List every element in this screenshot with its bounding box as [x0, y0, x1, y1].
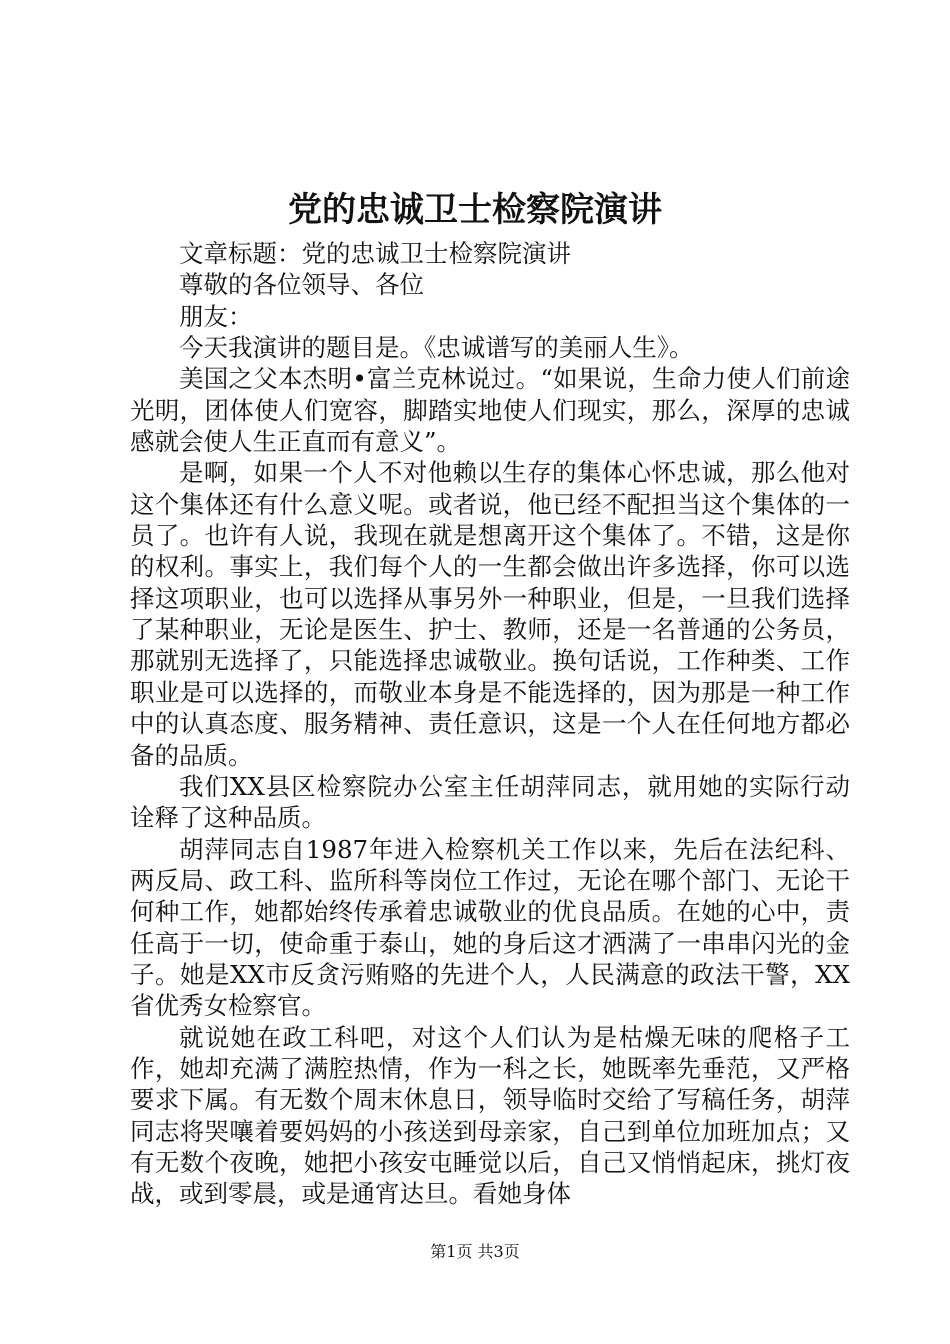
paragraph-political-work: 就说她在政工科吧，对这个人们认为是枯燥无味的爬格子工作，她却充满了满腔热情，作为一科之长，她既率先垂范，又严格要求下属。有无数个周末休息日，领导临时交给了写稿任务，胡萍同志将哭嚷着要妈妈的小孩送到母亲家，自己到单位加班加点；又有无数个夜晚，她把小孩安屯睡觉以后，自己又悄悄起床，挑灯夜战，或到零晨，或是通宵达旦。看她身体 — [130, 1022, 850, 1209]
page-footer: 第1页 共3页 — [430, 1242, 520, 1261]
paragraph-topic: 今天我演讲的题目是。《忠诚谱写的美丽人生》。 — [179, 333, 694, 363]
document-body — [130, 238, 850, 1210]
paragraph-career: 胡萍同志自1987年进入检察机关工作以来，先后在法纪科、两反局、政工科、监所科等岗位工作过，无论在哪个部门、无论干何种工作，她都始终传承着忠诚敬业的优良品质。在她的心中，责任高于一切，使命重于泰山，她的身后这才洒满了一串串闪光的金子。她是XX市反贪污贿赂的先进个人，人民满意的政法干警，XX省优秀女检察官。 — [130, 834, 850, 1021]
document-title: 党的忠诚卫士检察院演讲 — [288, 190, 662, 230]
paragraph-salutation-cont: 朋友： — [179, 301, 253, 331]
paragraph-loyalty: 是啊，如果一个人不对他赖以生存的集体心怀忠诚，那么他对这个集体还有什么意义呢。或者说，他已经不配担当这个集体的一员了。也许有人说，我现在就是想离开这个集体了。不错，这是你的权利。事实上，我们每个人的一生都会做出许多选择，你可以选择这项职业，也可以选择从事另外一种职业，但是，一旦我们选择了某种职业，无论是医生、护士、教师，还是一名普通的公务员，那就别无选择了，只能选择忠诚敬业。换句话说，工作种类、工作职业是可以选择的，而敬业本身是不能选择的，因为那是一种工作中的认真态度、服务精神、责任意识，这是一个人在任何地方都必备的品质。 — [130, 458, 850, 770]
paragraph-quote: 美国之父本杰明•富兰克林说过。“如果说，生命力使人们前途光明，团体使人们宽容，脚踏实地使人们现实，那么，深厚的忠诚感就会使人生正直而有意义”。 — [130, 364, 850, 457]
paragraph-article-title: 文章标题：党的忠诚卫士检察院演讲 — [179, 239, 571, 268]
paragraph-example-intro: 我们XX县区检察院办公室主任胡萍同志，就用她的实际行动诠释了这种品质。 — [130, 771, 850, 833]
paragraph-salutation: 尊敬的各位领导、各位 — [179, 270, 424, 300]
